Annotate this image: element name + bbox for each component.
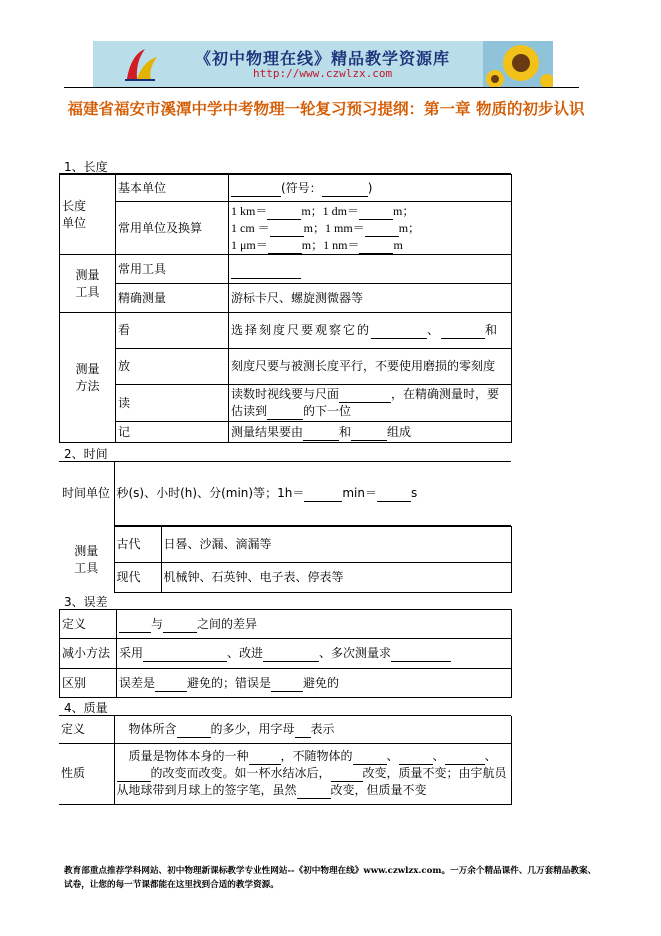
header-divider: [64, 87, 579, 88]
header-banner: [93, 41, 553, 87]
answer-blank[interactable]: [249, 751, 281, 765]
basic-unit-value: (符号： ): [229, 175, 512, 202]
modern-value: 机械钟、石英钟、电子表、停表等: [161, 563, 511, 593]
page-title: 福建省福安市溪潭中学中考物理一轮复习预习提纲：第一章 物质的初步认识: [67, 100, 585, 118]
common-tool-value: [229, 255, 512, 284]
time-unit-table: [59, 462, 511, 526]
ancient-label: 古代: [114, 527, 161, 563]
mass-table: [59, 716, 512, 805]
time-unit-value: 秒(s)、小时(h)、分(min)等；1h＝ min＝ s: [114, 462, 511, 525]
sunflower-icon: [483, 41, 553, 87]
answer-blank[interactable]: [359, 206, 393, 220]
answer-blank[interactable]: [365, 223, 399, 237]
answer-blank[interactable]: [445, 751, 485, 765]
answer-blank[interactable]: [268, 240, 302, 254]
answer-blank[interactable]: [267, 206, 301, 220]
answer-blank[interactable]: [295, 724, 311, 738]
answer-blank[interactable]: [304, 488, 342, 502]
banner-url[interactable]: http://www.czwlzx.com: [253, 67, 393, 80]
answer-blank[interactable]: [339, 389, 391, 403]
length-table: [59, 174, 512, 443]
time-unit-label: 时间单位: [59, 462, 114, 525]
error-def-value: 与 之间的差异: [117, 610, 512, 639]
time-tool-label: 测量 工具: [59, 527, 114, 593]
answer-blank[interactable]: [155, 678, 187, 692]
error-reduce-label: 减小方法: [60, 639, 117, 669]
length-method-label: 测量 方法: [60, 313, 116, 443]
mass-def-value: 物体所含 的多少，用字母 表示: [114, 716, 511, 743]
place-value: 刻度尺要与被测长度平行，不要使用磨损的零刻度: [229, 349, 512, 385]
error-def-label: 定义: [60, 610, 117, 639]
answer-blank[interactable]: [303, 427, 339, 441]
answer-blank[interactable]: [177, 724, 211, 738]
answer-blank[interactable]: [119, 619, 151, 633]
error-reduce-value: 采用 、改进 、多次测量求: [117, 639, 512, 669]
error-diff-value: 误差是 避免的；错误是 避免的: [117, 669, 512, 698]
answer-blank[interactable]: [391, 648, 451, 662]
answer-blank[interactable]: [143, 648, 227, 662]
length-unit-label: 长度 单位: [60, 175, 116, 255]
mass-def-label: 定义: [59, 716, 114, 743]
precise-value: 游标卡尺、螺旋测微器等: [229, 284, 512, 313]
answer-blank[interactable]: [231, 183, 281, 197]
record-label: 记: [116, 422, 229, 443]
length-tool-label: 测量 工具: [60, 255, 116, 313]
mass-prop-value: 质量是物体本身的一种 ，不随物体的 、 、 、 的改变而改变。如一杯水结冰后， 改变，质量不变；由宇航员 从地球带到月球上的签字笔，虽然 改变，但质量不变: [114, 743, 511, 804]
read-label: 读: [116, 385, 229, 422]
answer-blank[interactable]: [263, 648, 319, 662]
answer-blank[interactable]: [322, 183, 368, 197]
modern-label: 现代: [114, 563, 161, 593]
answer-blank[interactable]: [297, 785, 331, 799]
error-table: [59, 609, 512, 698]
ancient-value: 日晷、沙漏、滴漏等: [161, 527, 511, 563]
basic-unit-label: 基本单位: [116, 175, 229, 202]
answer-blank[interactable]: [117, 768, 151, 782]
page-footer: 教育部重点推荐学科网站、初中物理新课标教学专业性网站--《初中物理在线》www.czwlzx.com。一万余个精品课件、几万套精品教案、试卷，让您的每一节课都能在这里找到合适的教学资源。: [64, 866, 597, 890]
answer-blank[interactable]: [399, 751, 433, 765]
time-tool-table: [59, 526, 512, 593]
section-heading-time: 2、时间: [64, 447, 108, 461]
answer-blank[interactable]: [441, 325, 485, 339]
answer-blank[interactable]: [271, 678, 303, 692]
read-value: 读数时视线要与尺面 ，在精确测量时，要估读到 的下一位: [229, 385, 512, 422]
answer-blank[interactable]: [163, 619, 197, 633]
section-heading-error: 3、误差: [64, 595, 108, 609]
error-diff-label: 区别: [60, 669, 117, 698]
section-heading-mass: 4、质量: [64, 701, 108, 715]
answer-blank[interactable]: [377, 488, 411, 502]
answer-blank[interactable]: [270, 223, 304, 237]
answer-blank[interactable]: [231, 265, 301, 279]
answer-blank[interactable]: [359, 240, 393, 254]
answer-blank[interactable]: [331, 768, 363, 782]
common-units-label: 常用单位及换算: [116, 202, 229, 255]
answer-blank[interactable]: [267, 406, 303, 420]
common-tool-label: 常用工具: [116, 255, 229, 284]
section-heading-length: 1、长度: [64, 160, 108, 174]
answer-blank[interactable]: [371, 325, 427, 339]
unit-conversions: 1 km＝ m；1 dm＝ m； 1 cm ＝ m；1 mm＝ m； 1 μm＝ m；1 nm＝ m: [229, 202, 512, 255]
record-value: 测量结果要由 和 组成: [229, 422, 512, 443]
answer-blank[interactable]: [353, 751, 387, 765]
site-logo-icon: [121, 45, 159, 83]
mass-prop-label: 性质: [59, 743, 114, 804]
place-label: 放: [116, 349, 229, 385]
precise-label: 精确测量: [116, 284, 229, 313]
banner-title: 《初中物理在线》精品教学资源库: [195, 49, 451, 68]
look-value: 选择刻度尺要观察它的 、 和: [229, 313, 512, 349]
look-label: 看: [116, 313, 229, 349]
answer-blank[interactable]: [351, 427, 387, 441]
